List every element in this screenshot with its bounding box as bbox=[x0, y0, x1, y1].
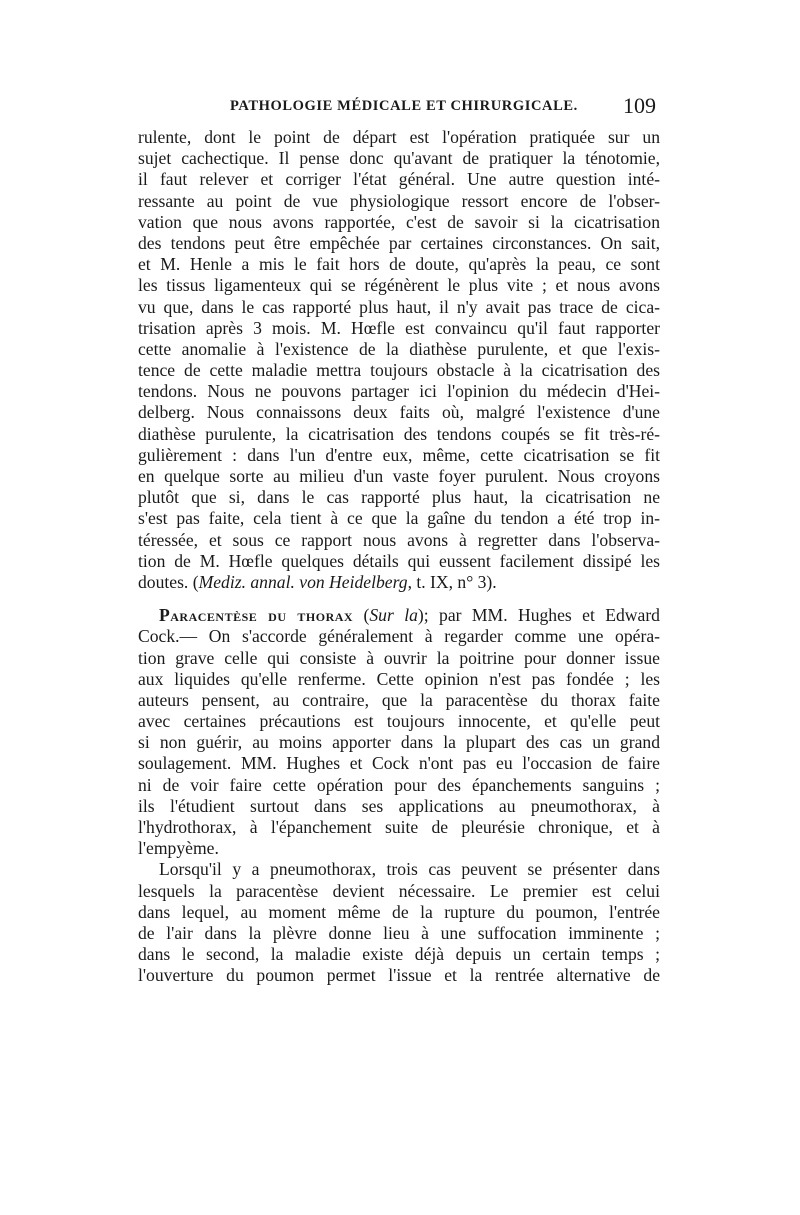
article-heading-line bbox=[138, 605, 660, 626]
text-line: dans le second, la maladie existe déjà depuis un certain temps ; bbox=[138, 944, 660, 965]
citation-prefix: doutes. ( bbox=[138, 571, 199, 592]
text-line: plutôt que si, dans le cas rapporté plus haut, la cicatrisation ne bbox=[138, 487, 660, 508]
journal-citation: Mediz. annal. von Heidelberg bbox=[198, 571, 408, 592]
article-heading: Paracentèse du thorax bbox=[159, 605, 354, 626]
text-line: sujet cachectique. Il pense donc qu'avant de pratiquer la ténotomie, bbox=[138, 148, 660, 169]
paragraph-pneumothorax bbox=[138, 859, 660, 986]
text-line: il faut relever et corriger l'état général. Une autre question inté- bbox=[138, 169, 660, 190]
text-line: ressante au point de vue physiologique ressort encore de l'obser- bbox=[138, 190, 660, 211]
text-line: si non guérir, au moins apporter dans la plupart des cas un grand bbox=[138, 732, 660, 753]
body-text bbox=[138, 127, 660, 987]
section-break bbox=[138, 593, 660, 605]
text-line: tion de M. Hœfle quelques détails qui eussent facilement dissipé les bbox=[138, 550, 660, 571]
heading-note-open: ( bbox=[353, 605, 370, 626]
text-line: ni de voir faire cette opération pour des épanchements sanguins ; bbox=[138, 774, 660, 795]
paragraph-continuation bbox=[138, 127, 660, 593]
text-line-citation bbox=[138, 572, 660, 593]
text-line: diathèse purulente, la cicatrisation des tendons coupés se fit très-ré- bbox=[138, 423, 660, 444]
text-line: aux liquides qu'elle renferme. Cette opinion n'est pas fondée ; les bbox=[138, 668, 660, 689]
text-line: de l'air dans la plèvre donne lieu à une suffocation imminente ; bbox=[138, 922, 660, 943]
text-line: cette anomalie à l'existence de la diathèse purulente, et que l'exis- bbox=[138, 338, 660, 359]
text-line: tion grave celle qui consiste à ouvrir la poitrine pour donner issue bbox=[138, 647, 660, 668]
text-line: l'ouverture du poumon permet l'issue et la rentrée alternative de bbox=[138, 965, 660, 986]
page-number: 109 bbox=[623, 93, 656, 118]
text-line: les tissus ligamenteux qui se régénèrent le plus vite ; et nous avons bbox=[138, 275, 660, 296]
text-line: lesquels la paracentèse devient nécessaire. Le premier est celui bbox=[138, 880, 660, 901]
heading-note: Sur la bbox=[369, 605, 418, 626]
text-line: l'hydrothorax, à l'épanchement suite de pleurésie chronique, et à bbox=[138, 817, 660, 837]
text-line: vation que nous avons rapportée, c'est de savoir si la cicatrisation bbox=[138, 211, 660, 232]
text-line: ils l'étudient surtout dans ses applications au pneumothorax, à bbox=[138, 795, 660, 816]
text-line: rulente, dont le point de départ est l'opération pratiquée sur un bbox=[138, 127, 660, 147]
text-line: delberg. Nous connaissons deux faits où, malgré l'existence d'une bbox=[138, 402, 660, 423]
heading-note-close: ); par MM. Hughes et Edward bbox=[417, 605, 660, 626]
text-line: trisation après 3 mois. M. Hœfle est convaincu qu'il faut rapporter bbox=[138, 317, 660, 338]
text-line: dans lequel, au moment même de la rupture du poumon, l'entrée bbox=[138, 901, 660, 922]
text-line: Lorsqu'il y a pneumothorax, trois cas peuvent se présenter dans bbox=[159, 859, 660, 880]
text-line: soulagement. MM. Hughes et Cock n'ont pas eu l'occasion de faire bbox=[138, 753, 660, 774]
text-line: téressée, et sous ce rapport nous avons à regretter dans l'observa- bbox=[138, 529, 660, 550]
citation-suffix: , t. IX, n° 3). bbox=[407, 571, 497, 592]
text-line: gulièrement : dans l'un d'entre eux, même, cette cicatrisation se fit bbox=[138, 444, 660, 465]
text-line: avec certaines précautions est toujours innocente, et qu'elle peut bbox=[138, 711, 660, 732]
text-line: tence de cette maladie mettra toujours obstacle à la cicatrisation des bbox=[138, 360, 660, 381]
text-line: s'est pas faite, cela tient à ce que la gaîne du tendon a été trop in- bbox=[138, 508, 660, 529]
text-line: vu que, dans le cas rapporté plus haut, il n'y avait pas trace de cica- bbox=[138, 296, 660, 317]
text-line: et M. Henle a mis le fait hors de doute, qu'après la peau, ce sont bbox=[138, 254, 660, 275]
text-line: en quelque sorte au milieu d'un vaste foyer purulent. Nous croyons bbox=[138, 466, 660, 486]
article-paracentese bbox=[138, 605, 660, 859]
page-header bbox=[138, 93, 660, 127]
text-line: Cock.— On s'accorde généralement à regarder comme une opéra- bbox=[138, 626, 660, 647]
running-title: PATHOLOGIE MÉDICALE ET CHIRURGICALE. bbox=[230, 98, 578, 114]
text-line: auteurs pensent, au contraire, que la paracentèse du thorax faite bbox=[138, 689, 660, 710]
text-line: tendons. Nous ne pouvons partager ici l'opinion du médecin d'Hei- bbox=[138, 381, 660, 402]
text-line: des tendons peut être empêchée par certaines circonstances. On sait, bbox=[138, 232, 660, 253]
text-line: l'empyème. bbox=[138, 838, 219, 859]
